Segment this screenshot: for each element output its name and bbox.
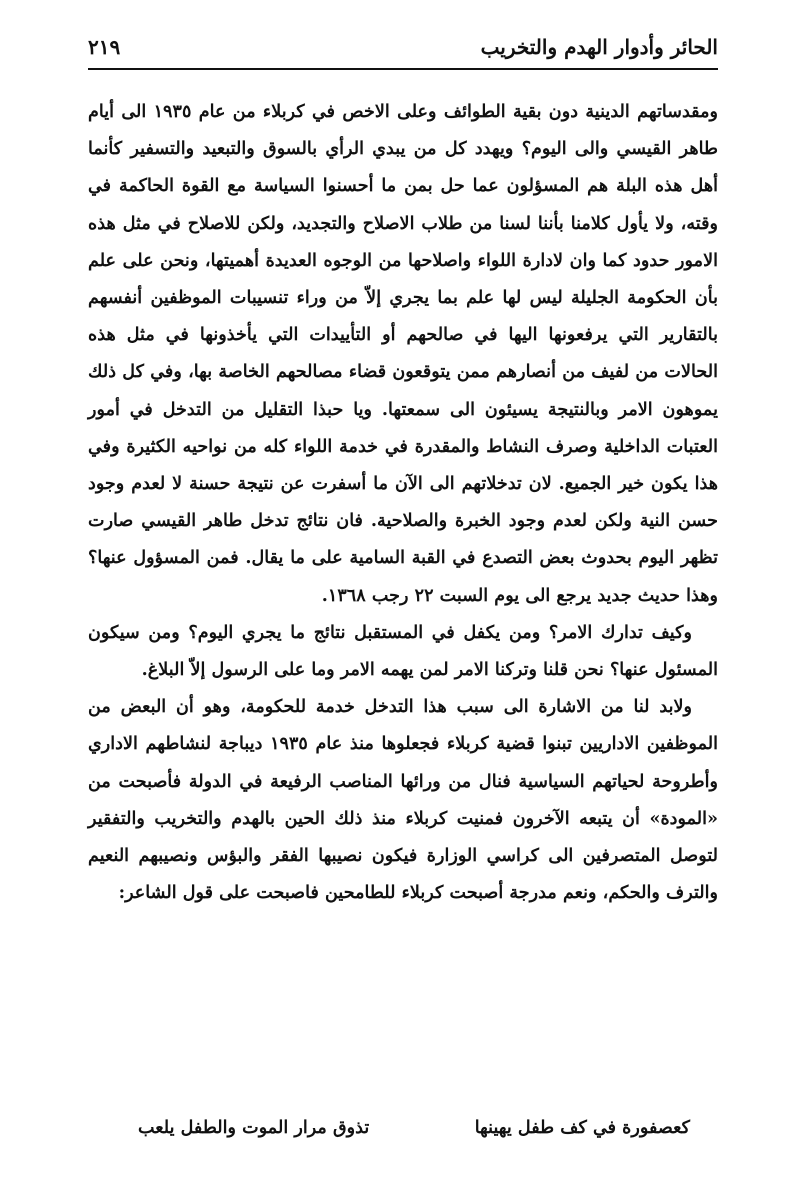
running-title: الحائر وأدوار الهدم والتخريب [480,35,718,59]
paragraph-2: وكيف تدارك الامر؟ ومن يكفل في المستقبل نتائج ما يجري اليوم؟ ومن سيكون المسئول عنها؟ نحن قلنا وتركنا الامر لمن يهمه الامر وما على الرسول إلاّ البلاغ. [88,621,718,681]
verse-first-hemistich: كعصفورة في كف طفل يهينها [474,1117,690,1138]
page-number: ٢١٩ [88,35,121,59]
verse-second-hemistich: تذوق مرار الموت والطفل يلعب [138,1117,370,1138]
paragraph-1: ومقدساتهم الدينية دون بقية الطوائف وعلى الاخص في كربلاء من عام ١٩٣٥ الى أيام طاهر القيسي والى اليوم؟ ويهدد كل من يبدي الرأي بالسوق والتبعيد والتسفير كأنما أهل هذه البلة هم المسؤلون عما حل بمن ما أحسنوا السياسة مع القوة الحاكمة في وقته، ولا يأول كلامنا بأننا لسنا من طلاب الاصلاح والتجديد، ولكن للاصلاح في مثل هذه الامور حدود كما وان لادارة اللواء واصلاحها من الوجوه العديدة أهميتها، ونحن على علم بأن الحكومة الجليلة ليس لها علم بما يجري إلاّ من وراء تنسيبات الموظفين أنفسهم بالتقارير التي يرفعونها اليها في صالحهم أو التأييدات التي يأخذونها في مثل هذه الحالات من لفيف من أنصارهم ممن يتوقعون قضاء مصالحهم الخاصة بها، وفي كل ذلك يموهون الامر وبالنتيجة يسيئون الى سمعتها. ويا حبذا التقليل من التدخل في أمور العتبات الداخلية وصرف النشاط والمقدرة في خدمة اللواء كله من نواحيه الكثيرة وفي هذا يكون خير الجميع. لان تدخلاتهم الى الآن ما أسفرت عن نتيجة حسنة لا لعدم وجود حسن النية ولكن لعدم وجود الخبرة والصلاحية. فان نتائج تدخل طاهر القيسي صارت تظهر اليوم بحدوث بعض التصدع في القبة السامية على ما يقال. فمن المسؤول عنها؟ وهذا حديث جديد يرجع الى يوم السبت ٢٢ رجب ١٣٦٨. [88,101,719,606]
header-rule [88,68,718,70]
body-text [88,93,718,911]
poem-verse [138,1117,690,1138]
running-header [88,30,718,64]
paragraph-3: ولابد لنا من الاشارة الى سبب هذا التدخل خدمة للحكومة، وهو أن البعض من الموظفين الاداريين تبنوا قضية كربلاء فجعلوها منذ عام ١٩٣٥ ديباجة لنشاطهم الاداري وأطروحة لحياتهم السياسية فنال من ورائها المناصب الرفيعة في الدولة فأصبحت من «المودة» أن يتبعه الآخرون فمنيت كربلاء منذ ذلك الحين بالهدم والتخريب والتفقير لتوصل المتصرفين الى كراسي الوزارة فيكون نصيبها الفقر والبؤس ونصيبهم النعيم والترف والحكم، ونعم مدرجة أصبحت كربلاء للطامحين فاصبحت على قول الشاعر: [88,696,718,904]
